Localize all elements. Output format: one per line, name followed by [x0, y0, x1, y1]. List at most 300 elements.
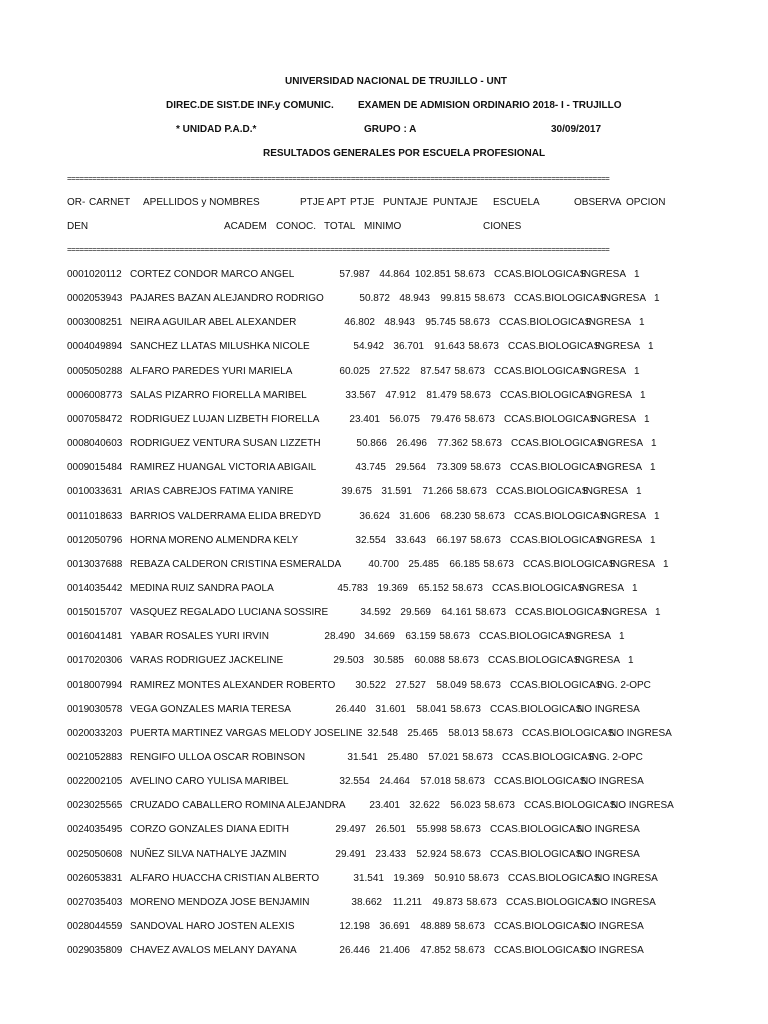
row-school: CCAS.BIOLOGICAS: [524, 800, 617, 811]
row-observa: INGRESA: [587, 390, 633, 401]
row-name: SALAS PIZARRO FIORELLA MARIBEL: [130, 390, 307, 401]
row-ptje-apt: 39.675: [341, 486, 372, 497]
row-minimo: 58.673: [475, 607, 506, 618]
row-minimo: 58.673: [452, 583, 483, 594]
row-school: CCAS.BIOLOGICAS: [511, 438, 604, 449]
row-school: CCAS.BIOLOGICAS: [508, 873, 601, 884]
row-observa: INGRESA: [583, 486, 629, 497]
row-order: 0010: [67, 486, 90, 497]
row-opcion: 1: [651, 438, 657, 449]
row-opcion: 1: [628, 655, 634, 666]
row-school: CCAS.BIOLOGICAS: [479, 631, 572, 642]
col-nombres: APELLIDOS y NOMBRES: [143, 197, 260, 208]
row-order: 0022: [67, 776, 90, 787]
row-observa: INGRESA: [598, 438, 644, 449]
row-order: 0026: [67, 873, 90, 884]
row-carnet: 050608: [89, 849, 123, 860]
row-ptje-conoc: 31.601: [375, 704, 406, 715]
row-school: CCAS.BIOLOGICAS: [488, 655, 581, 666]
row-ptje-conoc: 27.522: [379, 366, 410, 377]
row-observa: INGRESA: [579, 583, 625, 594]
row-minimo: 58.673: [460, 390, 491, 401]
row-order: 0002: [67, 293, 90, 304]
row-carnet: 030578: [89, 704, 123, 715]
row-name: RODRIGUEZ LUJAN LIZBETH FIORELLA: [130, 414, 320, 425]
row-ptje-conoc: 21.406: [379, 945, 410, 956]
row-ptje-apt: 29.503: [333, 655, 364, 666]
university-title: UNIVERSIDAD NACIONAL DE TRUJILLO - UNT: [285, 76, 508, 87]
row-order: 0001: [67, 269, 90, 280]
row-carnet: 050796: [89, 535, 123, 546]
row-school: CCAS.BIOLOGICAS: [494, 921, 587, 932]
row-school: CCAS.BIOLOGICAS: [490, 824, 583, 835]
row-order: 0007: [67, 414, 90, 425]
row-name: ALFARO HUACCHA CRISTIAN ALBERTO: [130, 873, 320, 884]
report-date: 30/09/2017: [551, 124, 602, 135]
row-name: ARIAS CABREJOS FATIMA YANIRE: [130, 486, 294, 497]
row-total: 60.088: [414, 655, 445, 666]
row-ptje-conoc: 47.912: [385, 390, 416, 401]
row-name: SANCHEZ LLATAS MILUSHKA NICOLE: [130, 341, 310, 352]
row-name: CORTEZ CONDOR MARCO ANGEL: [130, 269, 295, 280]
col-observa: OBSERVA: [574, 197, 622, 208]
row-observa: NO INGRESA: [577, 824, 640, 835]
row-ptje-apt: 31.541: [353, 873, 384, 884]
row-opcion: 1: [639, 317, 645, 328]
row-minimo: 58.673: [450, 704, 481, 715]
row-observa: INGRESA: [581, 366, 627, 377]
row-opcion: 1: [648, 341, 654, 352]
row-ptje-conoc: 25.485: [408, 559, 439, 570]
row-ptje-apt: 60.025: [339, 366, 370, 377]
row-minimo: 58.673: [466, 897, 497, 908]
row-minimo: 58.673: [456, 486, 487, 497]
row-order: 0003: [67, 317, 90, 328]
row-minimo: 58.673: [459, 317, 490, 328]
row-name: RODRIGUEZ VENTURA SUSAN LIZZETH: [130, 438, 321, 449]
row-order: 0019: [67, 704, 90, 715]
row-school: CCAS.BIOLOGICAS: [499, 317, 592, 328]
row-name: ALFARO PAREDES YURI MARIELA: [130, 366, 293, 377]
row-total: 66.197: [436, 535, 467, 546]
row-school: CCAS.BIOLOGICAS: [514, 511, 607, 522]
row-ptje-apt: 29.491: [335, 849, 366, 860]
row-carnet: 049894: [89, 341, 123, 352]
row-carnet: 015707: [89, 607, 123, 618]
row-carnet: 008773: [89, 390, 123, 401]
col-total: TOTAL: [324, 221, 356, 232]
row-minimo: 58.673: [474, 511, 505, 522]
row-opcion: 1: [644, 414, 650, 425]
row-ptje-apt: 26.446: [339, 945, 370, 956]
row-carnet: 035442: [89, 583, 123, 594]
col-orden: OR-: [67, 197, 86, 208]
row-school: CCAS.BIOLOGICAS: [490, 849, 583, 860]
row-order: 0012: [67, 535, 90, 546]
row-observa: ING. 2-OPC: [597, 680, 651, 691]
col-ptje: PTJE: [350, 197, 375, 208]
row-minimo: 58.673: [471, 438, 502, 449]
row-school: CCAS.BIOLOGICAS: [514, 293, 607, 304]
separator-bottom: ==================================================================================================================================: [67, 247, 610, 253]
row-minimo: 58.673: [468, 341, 499, 352]
row-carnet: 053943: [89, 293, 123, 304]
row-observa: INGRESA: [601, 293, 647, 304]
row-name: VARAS RODRIGUEZ JACKELINE: [130, 655, 284, 666]
row-name: MEDINA RUIZ SANDRA PAOLA: [130, 583, 274, 594]
row-observa: INGRESA: [601, 511, 647, 522]
row-minimo: 58.673: [450, 824, 481, 835]
row-carnet: 008251: [89, 317, 123, 328]
row-name: AVELINO CARO YULISA MARIBEL: [130, 776, 289, 787]
row-minimo: 58.673: [454, 269, 485, 280]
row-ptje-apt: 12.198: [339, 921, 370, 932]
row-minimo: 58.673: [448, 655, 479, 666]
row-carnet: 002105: [89, 776, 123, 787]
row-school: CCAS.BIOLOGICAS: [492, 583, 585, 594]
row-school: CCAS.BIOLOGICAS: [510, 462, 603, 473]
row-school: CCAS.BIOLOGICAS: [515, 607, 608, 618]
row-opcion: 1: [655, 607, 661, 618]
row-carnet: 052883: [89, 752, 123, 763]
col-den: DEN: [67, 221, 89, 232]
col-puntaje-2: PUNTAJE: [433, 197, 478, 208]
row-school: CCAS.BIOLOGICAS: [510, 535, 603, 546]
col-opcion: OPCION: [626, 197, 666, 208]
row-ptje-conoc: 44.864: [379, 269, 410, 280]
row-school: CCAS.BIOLOGICAS: [510, 680, 603, 691]
row-total: 49.873: [432, 897, 463, 908]
row-ptje-conoc: 36.691: [379, 921, 410, 932]
row-ptje-conoc: 32.622: [409, 800, 440, 811]
row-order: 0024: [67, 824, 90, 835]
row-total: 87.547: [420, 366, 451, 377]
row-order: 0013: [67, 559, 90, 570]
row-minimo: 58.673: [454, 366, 485, 377]
row-carnet: 007994: [89, 680, 123, 691]
row-total: 73.309: [436, 462, 467, 473]
row-opcion: 1: [654, 511, 660, 522]
exam-title: EXAMEN DE ADMISION ORDINARIO 2018- I - TRUJILLO: [358, 100, 622, 111]
row-observa: INGRESA: [597, 535, 643, 546]
row-total: 102.851: [414, 269, 451, 280]
row-school: CCAS.BIOLOGICAS: [490, 704, 583, 715]
row-opcion: 1: [654, 293, 660, 304]
row-observa: INGRESA: [575, 655, 621, 666]
row-observa: NO INGRESA: [595, 873, 658, 884]
row-school: CCAS.BIOLOGICAS: [494, 945, 587, 956]
row-carnet: 035495: [89, 824, 123, 835]
row-school: CCAS.BIOLOGICAS: [502, 752, 595, 763]
row-name: HORNA MORENO ALMENDRA KELY: [130, 535, 299, 546]
row-order: 0006: [67, 390, 90, 401]
row-ptje-apt: 54.942: [353, 341, 384, 352]
row-total: 68.230: [440, 511, 471, 522]
row-school: CCAS.BIOLOGICAS: [494, 776, 587, 787]
row-ptje-apt: 32.554: [339, 776, 370, 787]
row-carnet: 037688: [89, 559, 123, 570]
row-carnet: 041481: [89, 631, 123, 642]
row-ptje-apt: 36.624: [359, 511, 390, 522]
row-order: 0005: [67, 366, 90, 377]
row-ptje-apt: 43.745: [355, 462, 386, 473]
row-carnet: 018633: [89, 511, 123, 522]
row-total: 58.041: [416, 704, 447, 715]
row-carnet: 015484: [89, 462, 123, 473]
col-ciones: CIONES: [483, 221, 522, 232]
row-total: 66.185: [449, 559, 480, 570]
row-ptje-conoc: 29.564: [395, 462, 426, 473]
row-ptje-conoc: 24.464: [379, 776, 410, 787]
row-school: CCAS.BIOLOGICAS: [494, 366, 587, 377]
row-opcion: 1: [619, 631, 625, 642]
row-order: 0020: [67, 728, 90, 739]
row-observa: NO INGRESA: [581, 945, 644, 956]
col-ptje-apt: PTJE APT: [300, 197, 347, 208]
row-carnet: 020306: [89, 655, 123, 666]
row-ptje-conoc: 27.527: [395, 680, 426, 691]
row-carnet: 053831: [89, 873, 123, 884]
row-total: 52.924: [416, 849, 447, 860]
row-ptje-conoc: 56.075: [389, 414, 420, 425]
row-ptje-apt: 31.541: [347, 752, 378, 763]
row-order: 0011: [67, 511, 89, 522]
row-ptje-apt: 45.783: [337, 583, 368, 594]
row-observa: ING. 2-OPC: [589, 752, 643, 763]
col-carnet: CARNET: [89, 197, 131, 208]
row-ptje-conoc: 25.465: [407, 728, 438, 739]
row-ptje-conoc: 19.369: [393, 873, 424, 884]
separator-top: ==================================================================================================================================: [67, 176, 610, 182]
row-ptje-apt: 32.554: [355, 535, 386, 546]
row-minimo: 58.673: [454, 921, 485, 932]
row-order: 0017: [67, 655, 90, 666]
row-observa: INGRESA: [610, 559, 656, 570]
row-minimo: 58.673: [439, 631, 470, 642]
row-minimo: 58.673: [470, 535, 501, 546]
row-ptje-apt: 23.401: [369, 800, 400, 811]
row-school: CCAS.BIOLOGICAS: [500, 390, 593, 401]
row-total: 99.815: [440, 293, 471, 304]
row-carnet: 033203: [89, 728, 123, 739]
row-ptje-apt: 46.802: [344, 317, 375, 328]
row-total: 95.745: [425, 317, 456, 328]
row-opcion: 1: [650, 535, 656, 546]
row-opcion: 1: [632, 583, 638, 594]
row-order: 0004: [67, 341, 90, 352]
row-opcion: 1: [663, 559, 669, 570]
row-order: 0014: [67, 583, 90, 594]
row-total: 81.479: [426, 390, 457, 401]
row-total: 48.889: [420, 921, 451, 932]
row-name: YABAR ROSALES YURI IRVIN: [130, 631, 269, 642]
row-ptje-apt: 32.548: [367, 728, 398, 739]
row-order: 0009: [67, 462, 90, 473]
row-name: RENGIFO ULLOA OSCAR ROBINSON: [130, 752, 306, 763]
row-observa: INGRESA: [595, 341, 641, 352]
row-school: CCAS.BIOLOGICAS: [494, 269, 587, 280]
row-name: VASQUEZ REGALADO LUCIANA SOSSIRE: [130, 607, 329, 618]
row-ptje-conoc: 25.480: [387, 752, 418, 763]
row-name: BARRIOS VALDERRAMA ELIDA BREDYD: [130, 511, 321, 522]
row-observa: INGRESA: [581, 269, 627, 280]
row-name: CHAVEZ AVALOS MELANY DAYANA: [130, 945, 297, 956]
row-order: 0018: [67, 680, 90, 691]
row-carnet: 020112: [89, 269, 122, 280]
row-observa: NO INGRESA: [593, 897, 656, 908]
col-escuela: ESCUELA: [493, 197, 540, 208]
row-observa: NO INGRESA: [611, 800, 674, 811]
group-label: GRUPO : A: [364, 124, 417, 135]
row-minimo: 58.673: [484, 800, 515, 811]
row-ptje-conoc: 26.501: [375, 824, 406, 835]
col-academ: ACADEM: [224, 221, 267, 232]
row-observa: INGRESA: [586, 317, 632, 328]
row-order: 0015: [67, 607, 90, 618]
row-ptje-conoc: 31.606: [399, 511, 430, 522]
row-observa: NO INGRESA: [577, 704, 640, 715]
row-total: 63.159: [405, 631, 436, 642]
row-observa: INGRESA: [566, 631, 612, 642]
direction-label: DIREC.DE SIST.DE INF.y COMUNIC.: [166, 100, 334, 111]
row-order: 0025: [67, 849, 90, 860]
row-ptje-conoc: 30.585: [373, 655, 404, 666]
row-minimo: 58.673: [450, 849, 481, 860]
row-total: 57.018: [420, 776, 451, 787]
row-order: 0021: [67, 752, 90, 763]
row-total: 71.266: [422, 486, 453, 497]
col-conoc: CONOC.: [276, 221, 316, 232]
row-opcion: 1: [634, 366, 640, 377]
row-observa: INGRESA: [602, 607, 648, 618]
row-carnet: 058472: [89, 414, 123, 425]
report-subtitle: RESULTADOS GENERALES POR ESCUELA PROFESIONAL: [263, 148, 546, 159]
row-school: CCAS.BIOLOGICAS: [508, 341, 601, 352]
row-name: NUÑEZ SILVA NATHALYE JAZMIN: [130, 849, 287, 860]
row-ptje-apt: 28.490: [324, 631, 355, 642]
row-ptje-apt: 23.401: [349, 414, 380, 425]
row-ptje-apt: 38.662: [351, 897, 382, 908]
row-ptje-conoc: 48.943: [384, 317, 415, 328]
row-observa: NO INGRESA: [581, 776, 644, 787]
row-total: 79.476: [430, 414, 461, 425]
row-name: NEIRA AGUILAR ABEL ALEXANDER: [130, 317, 297, 328]
row-carnet: 050288: [89, 366, 123, 377]
row-order: 0029: [67, 945, 90, 956]
row-observa: INGRESA: [591, 414, 637, 425]
row-name: RAMIREZ MONTES ALEXANDER ROBERTO: [130, 680, 336, 691]
col-minimo: MINIMO: [364, 221, 402, 232]
row-ptje-apt: 50.872: [359, 293, 390, 304]
row-name: CORZO GONZALES DIANA EDITH: [130, 824, 289, 835]
row-total: 77.362: [437, 438, 468, 449]
row-opcion: 1: [650, 462, 656, 473]
row-ptje-conoc: 23.433: [375, 849, 406, 860]
row-observa: NO INGRESA: [609, 728, 672, 739]
row-total: 58.013: [448, 728, 479, 739]
row-minimo: 58.673: [474, 293, 505, 304]
row-total: 47.852: [420, 945, 451, 956]
row-name: REBAZA CALDERON CRISTINA ESMERALDA: [130, 559, 342, 570]
row-carnet: 033631: [89, 486, 123, 497]
row-school: CCAS.BIOLOGICAS: [523, 559, 616, 570]
row-total: 91.643: [434, 341, 465, 352]
col-puntaje-1: PUNTAJE: [383, 197, 428, 208]
row-ptje-conoc: 11.211: [392, 897, 422, 908]
row-ptje-apt: 34.592: [360, 607, 391, 618]
row-minimo: 58.673: [470, 462, 501, 473]
row-observa: NO INGRESA: [581, 921, 644, 932]
row-order: 0016: [67, 631, 90, 642]
row-ptje-conoc: 19.369: [377, 583, 408, 594]
row-order: 0028: [67, 921, 90, 932]
row-opcion: 1: [636, 486, 642, 497]
row-minimo: 58.673: [470, 680, 501, 691]
row-name: PAJARES BAZAN ALEJANDRO RODRIGO: [130, 293, 324, 304]
row-name: CRUZADO CABALLERO ROMINA ALEJANDRA: [130, 800, 346, 811]
row-observa: INGRESA: [597, 462, 643, 473]
row-total: 55.998: [416, 824, 447, 835]
row-ptje-apt: 57.987: [339, 269, 370, 280]
row-order: 0008: [67, 438, 90, 449]
row-order: 0027: [67, 897, 90, 908]
row-ptje-conoc: 36.701: [393, 341, 424, 352]
row-ptje-apt: 33.567: [345, 390, 376, 401]
row-total: 50.910: [434, 873, 465, 884]
row-name: RAMIREZ HUANGAL VICTORIA ABIGAIL: [130, 462, 317, 473]
row-total: 56.023: [450, 800, 481, 811]
row-school: CCAS.BIOLOGICAS: [504, 414, 597, 425]
row-minimo: 58.673: [454, 945, 485, 956]
row-opcion: 1: [634, 269, 640, 280]
row-observa: NO INGRESA: [577, 849, 640, 860]
row-ptje-conoc: 33.643: [395, 535, 426, 546]
row-name: SANDOVAL HARO JOSTEN ALEXIS: [130, 921, 295, 932]
row-total: 64.161: [441, 607, 472, 618]
unit-label: * UNIDAD P.A.D.*: [176, 124, 257, 135]
row-carnet: 044559: [89, 921, 123, 932]
row-ptje-apt: 29.497: [335, 824, 366, 835]
row-ptje-apt: 50.866: [356, 438, 387, 449]
row-school: CCAS.BIOLOGICAS: [496, 486, 589, 497]
row-name: PUERTA MARTINEZ VARGAS MELODY JOSELINE: [130, 728, 363, 739]
row-minimo: 58.673: [462, 752, 493, 763]
row-total: 65.152: [418, 583, 449, 594]
row-carnet: 025565: [89, 800, 123, 811]
row-ptje-conoc: 31.591: [381, 486, 412, 497]
row-carnet: 040603: [89, 438, 123, 449]
row-ptje-conoc: 26.496: [396, 438, 427, 449]
row-ptje-apt: 30.522: [355, 680, 386, 691]
row-ptje-conoc: 29.569: [400, 607, 431, 618]
row-ptje-apt: 40.700: [368, 559, 399, 570]
row-minimo: 58.673: [464, 414, 495, 425]
row-minimo: 58.673: [468, 873, 499, 884]
row-school: CCAS.BIOLOGICAS: [522, 728, 615, 739]
row-minimo: 58.673: [482, 728, 513, 739]
row-carnet: 035809: [89, 945, 123, 956]
row-minimo: 58.673: [483, 559, 514, 570]
row-total: 58.049: [436, 680, 467, 691]
row-opcion: 1: [640, 390, 646, 401]
row-name: VEGA GONZALES MARIA TERESA: [130, 704, 291, 715]
row-total: 57.021: [428, 752, 459, 763]
row-name: MORENO MENDOZA JOSE BENJAMIN: [130, 897, 310, 908]
row-school: CCAS.BIOLOGICAS: [506, 897, 599, 908]
row-carnet: 035403: [89, 897, 123, 908]
row-ptje-conoc: 34.669: [364, 631, 395, 642]
row-ptje-conoc: 48.943: [399, 293, 430, 304]
